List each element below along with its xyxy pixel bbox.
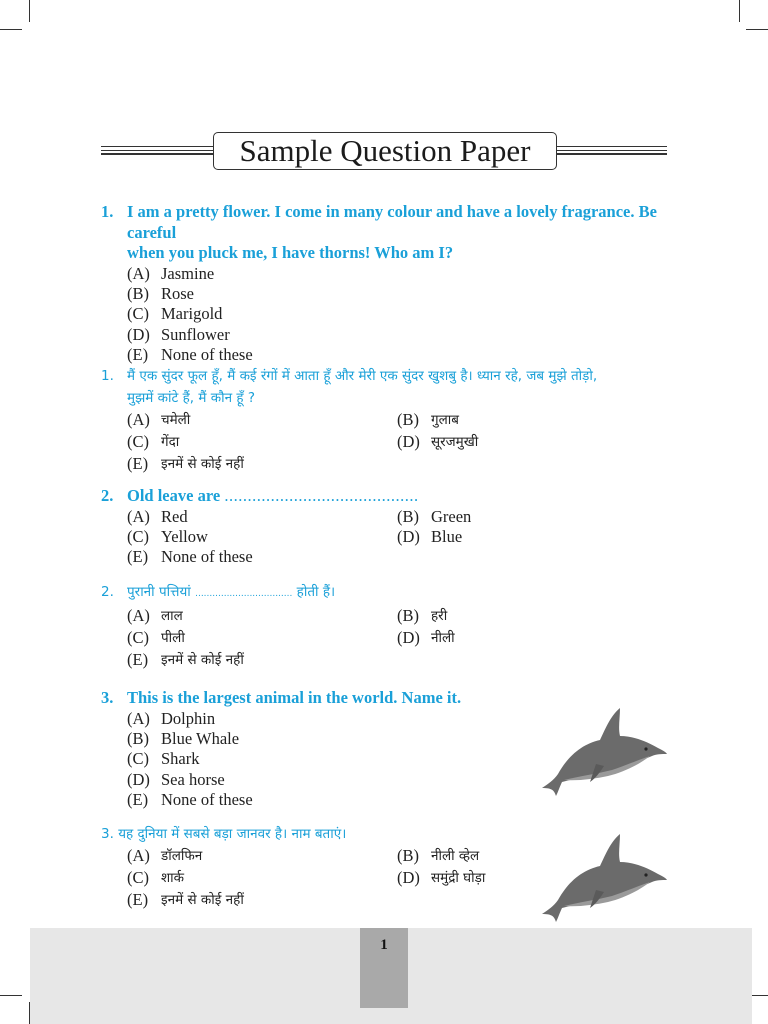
question-2-en	[101, 486, 671, 568]
crop-mark	[739, 0, 740, 22]
crop-mark	[0, 995, 22, 996]
option-a[interactable]: (A) लाल	[127, 606, 183, 625]
question-number: 2.	[101, 486, 114, 505]
option-b[interactable]: (B) गुलाब	[397, 410, 459, 429]
option-b[interactable]: (B) हरी	[397, 606, 448, 625]
question-number: 1.	[101, 202, 114, 221]
option-d[interactable]: (D) Blue	[397, 526, 463, 546]
answer-blank: ..................................	[195, 589, 293, 599]
question-text: पुरानी पत्तियां	[127, 584, 191, 600]
crop-mark	[746, 29, 768, 30]
option-e[interactable]: (E) इनमें से कोई नहीं	[127, 650, 244, 669]
option-d[interactable]: (D) सूरजमुखी	[397, 432, 479, 451]
crop-mark	[29, 0, 30, 22]
option-d[interactable]: (D) Sea horse	[127, 769, 225, 789]
dolphin-image	[534, 828, 669, 923]
question-text: मैं एक सुंदर फूल हूँ, मैं कई रंगों में आता हूँ और मेरी एक सुंदर खुशबु है। ध्यान रहे, जब मुझे तोड़ो,	[127, 368, 598, 384]
option-e[interactable]: (E) इनमें से कोई नहीं	[127, 890, 244, 909]
question-number: 2.	[101, 584, 114, 600]
option-b[interactable]: (B) नीली व्हेल	[397, 846, 480, 865]
option-c[interactable]: (C) गेंदा	[127, 432, 180, 451]
dolphin-image	[534, 702, 669, 797]
question-1-hi	[101, 365, 671, 475]
option-e[interactable]: (E) None of these	[127, 790, 253, 810]
option-a[interactable]: (A) Dolphin	[127, 708, 216, 728]
question-text: This is the largest animal in the world. Name it.	[127, 688, 462, 707]
option-e[interactable]: (E) इनमें से कोई नहीं	[127, 454, 244, 473]
question-text: when you pluck me, I have thorns! Who am I?	[127, 243, 454, 262]
title-rule-left	[101, 146, 213, 156]
option-c[interactable]: (C) पीली	[127, 628, 185, 647]
option-e[interactable]: (E) None of these	[127, 547, 253, 567]
page-number: 1	[360, 928, 408, 1008]
question-number: 1.	[101, 368, 114, 384]
option-e[interactable]: (E) None of these	[127, 345, 253, 365]
option-b[interactable]: (B) Blue Whale	[127, 728, 240, 748]
option-c[interactable]: (C) Marigold	[127, 304, 223, 324]
question-text: I am a pretty flower. I come in many colour and have a lovely fragrance. Be careful	[127, 202, 657, 242]
title-banner	[101, 132, 667, 172]
question-text: Old leave are	[127, 486, 221, 505]
option-b[interactable]: (B) Green	[397, 506, 472, 526]
option-d[interactable]: (D) नीली	[397, 628, 455, 647]
answer-blank: ..........................................	[224, 486, 419, 505]
option-c[interactable]: (C) Shark	[127, 749, 200, 769]
option-a[interactable]: (A) Jasmine	[127, 263, 215, 283]
question-number: 3.	[101, 688, 114, 707]
option-a[interactable]: (A) डॉलफिन	[127, 846, 203, 865]
option-b[interactable]: (B) Rose	[127, 283, 194, 303]
option-d[interactable]: (D) Sunflower	[127, 324, 230, 344]
option-d[interactable]: (D) समुंद्री घोड़ा	[397, 868, 486, 887]
question-text: यह दुनिया में सबसे बड़ा जानवर है। नाम बताएं।	[118, 826, 347, 842]
question-2-hi	[101, 581, 671, 671]
option-a[interactable]: (A) Red	[127, 506, 188, 526]
question-text: मुझमें कांटे हैं, मैं कौन हूँ ?	[127, 390, 255, 406]
question-number: 3.	[101, 826, 114, 842]
question-text: होती हैं।	[296, 584, 336, 600]
option-a[interactable]: (A) चमेली	[127, 410, 191, 429]
option-c[interactable]: (C) शार्क	[127, 868, 185, 887]
crop-mark	[0, 29, 22, 30]
title-rule-right	[557, 146, 667, 156]
question-1-en	[101, 202, 671, 366]
page-title: Sample Question Paper	[213, 132, 557, 170]
option-c[interactable]: (C) Yellow	[127, 526, 208, 546]
